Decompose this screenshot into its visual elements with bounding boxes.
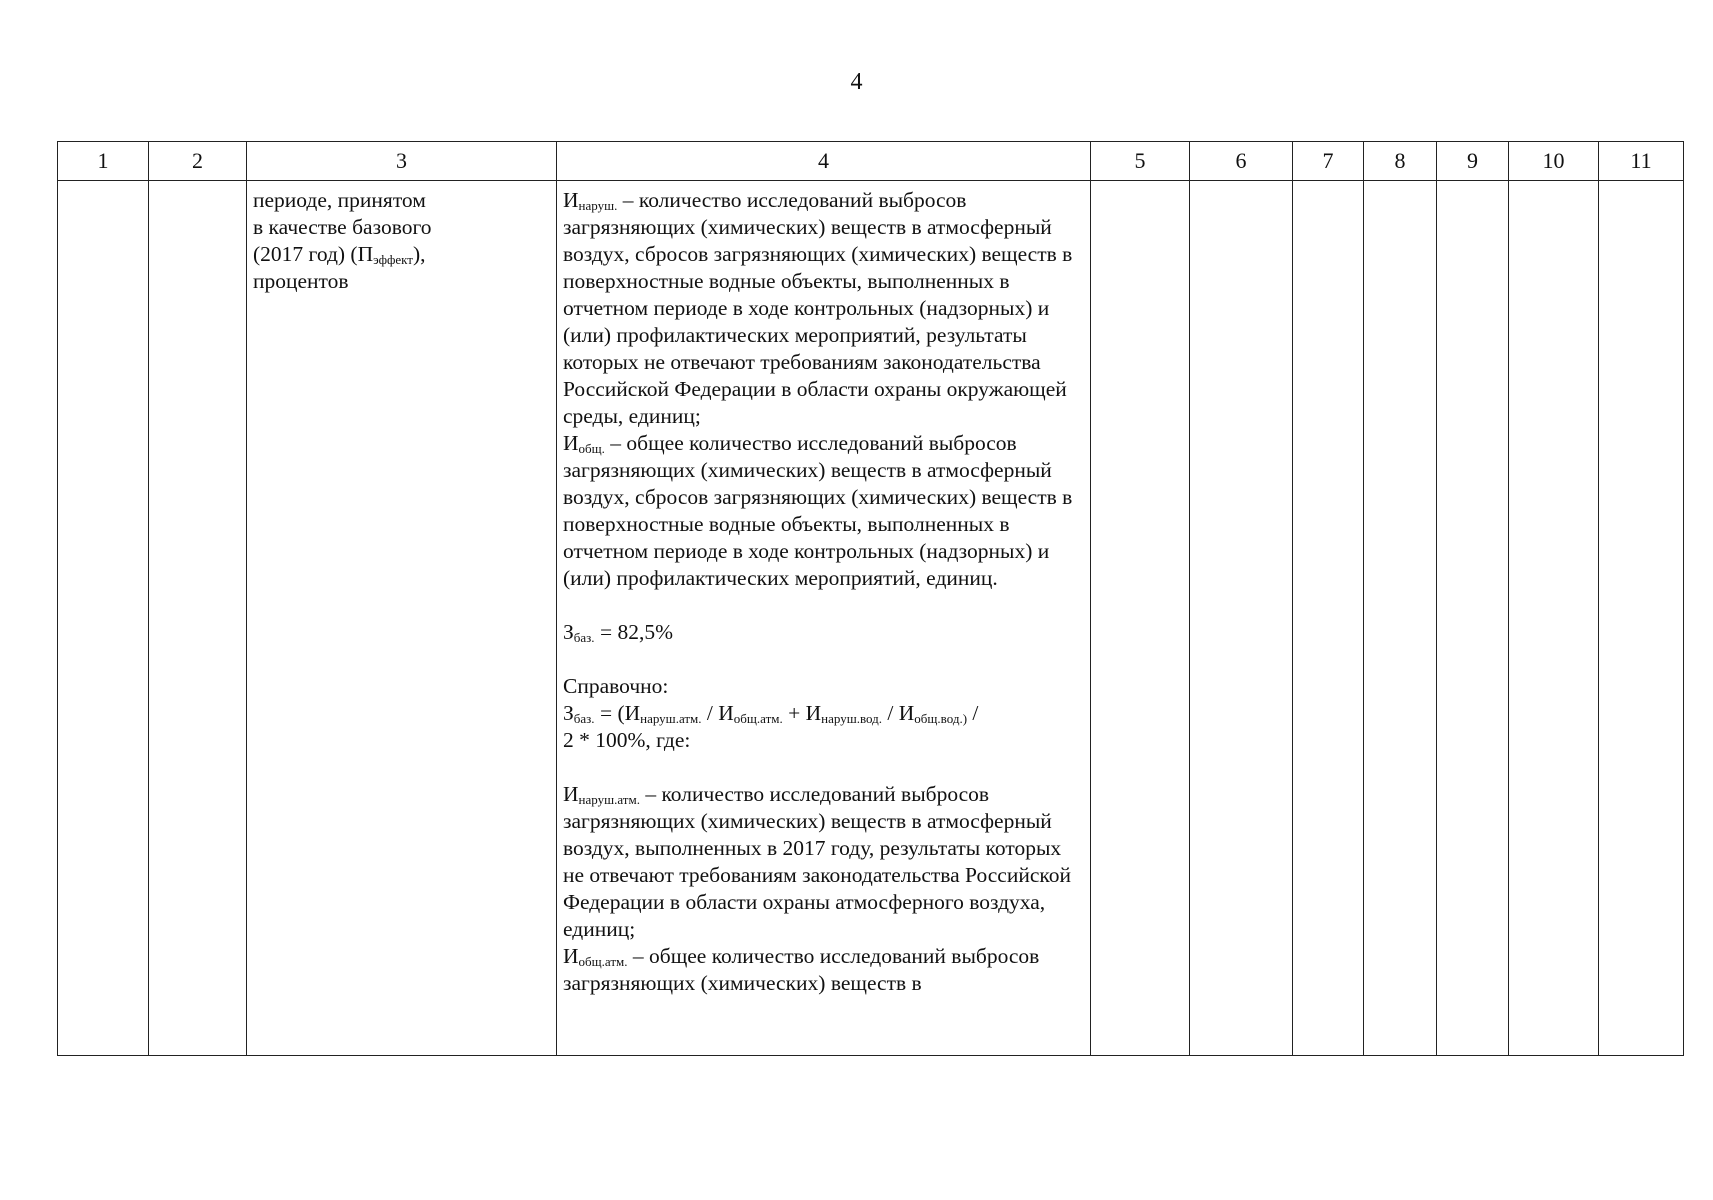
cell-col-5	[1091, 181, 1190, 1056]
column-header-8: 8	[1364, 142, 1437, 181]
column-header-1: 1	[58, 142, 149, 181]
cell-col-1	[58, 181, 149, 1056]
cell-col-6	[1190, 181, 1293, 1056]
indicator-name-line: в качестве базового	[253, 215, 432, 239]
definition-total-air: $И_{общ.атм.}$ – общее количество исследований выбросов загрязняющих (химических) веществ в	[563, 944, 1040, 995]
cell-col-8	[1364, 181, 1437, 1056]
table-row	[58, 181, 1684, 1056]
reference-formula-line2: 2 * 100%, где:	[563, 728, 691, 752]
column-header-5: 5	[1091, 142, 1190, 181]
column-header-3: 3	[247, 142, 557, 181]
header-row	[58, 142, 1684, 181]
column-header-10: 10	[1509, 142, 1599, 181]
cell-col-11	[1599, 181, 1684, 1056]
indicator-table	[57, 141, 1684, 1056]
column-header-6: 6	[1190, 142, 1293, 181]
column-header-2: 2	[149, 142, 247, 181]
column-header-7: 7	[1293, 142, 1364, 181]
cell-col-9	[1437, 181, 1509, 1056]
reference-label: Справочно:	[563, 674, 669, 698]
cell-col-2	[149, 181, 247, 1056]
indicator-name-line: (2017 год) $(П_{эффект})$,	[253, 242, 426, 267]
column-header-11: 11	[1599, 142, 1684, 181]
indicator-name-line: периоде, принятом	[253, 188, 426, 212]
definition-total: $И_{общ.}$ – общее количество исследований выбросов загрязняющих (химических) веществ в атмосферный воздух, сбросов загрязняющих (химических) веществ в поверхностные водные объекты, выполненных в отчетном периоде в ходе контрольных (надзорных) и (или) профилактических мероприятий, единиц.	[563, 431, 1073, 590]
column-header-4: 4	[557, 142, 1091, 181]
base-value: $З_{баз.} = 82,5\%$	[563, 620, 673, 645]
formula-description	[557, 181, 1090, 997]
indicator-name-text	[247, 181, 556, 295]
cell-col-10	[1509, 181, 1599, 1056]
page-number: 4	[850, 69, 863, 95]
cell-col-3	[247, 181, 557, 1056]
indicator-name-line: процентов	[253, 269, 349, 293]
column-header-9: 9	[1437, 142, 1509, 181]
cell-col-7	[1293, 181, 1364, 1056]
cell-col-4	[557, 181, 1091, 1056]
reference-formula: $З_{баз.} = (И_{наруш.атм.} / И_{общ.атм.} + И_{наруш.вод.} / И_{общ.вод.)}$ /	[563, 701, 979, 726]
definition-violations-air: $И_{наруш.атм.}$ – количество исследований выбросов загрязняющих (химических) веществ в атмосферный воздух, выполненных в 2017 году, результаты которых не отвечают требованиям законодательства Российской Федерации в области охраны атмосферного воздуха, единиц;	[563, 782, 1072, 941]
definition-violations: $И_{наруш.}$ – количество исследований выбросов загрязняющих (химических) веществ в атмосферный воздух, сбросов загрязняющих (химических) веществ в поверхностные водные объекты, выполненных в отчетном периоде в ходе контрольных (надзорных) и (или) профилактических мероприятий, результаты которых не отвечают требованиям законодательства Российской Федерации в области охраны окружающей среды, единиц;	[563, 188, 1073, 428]
